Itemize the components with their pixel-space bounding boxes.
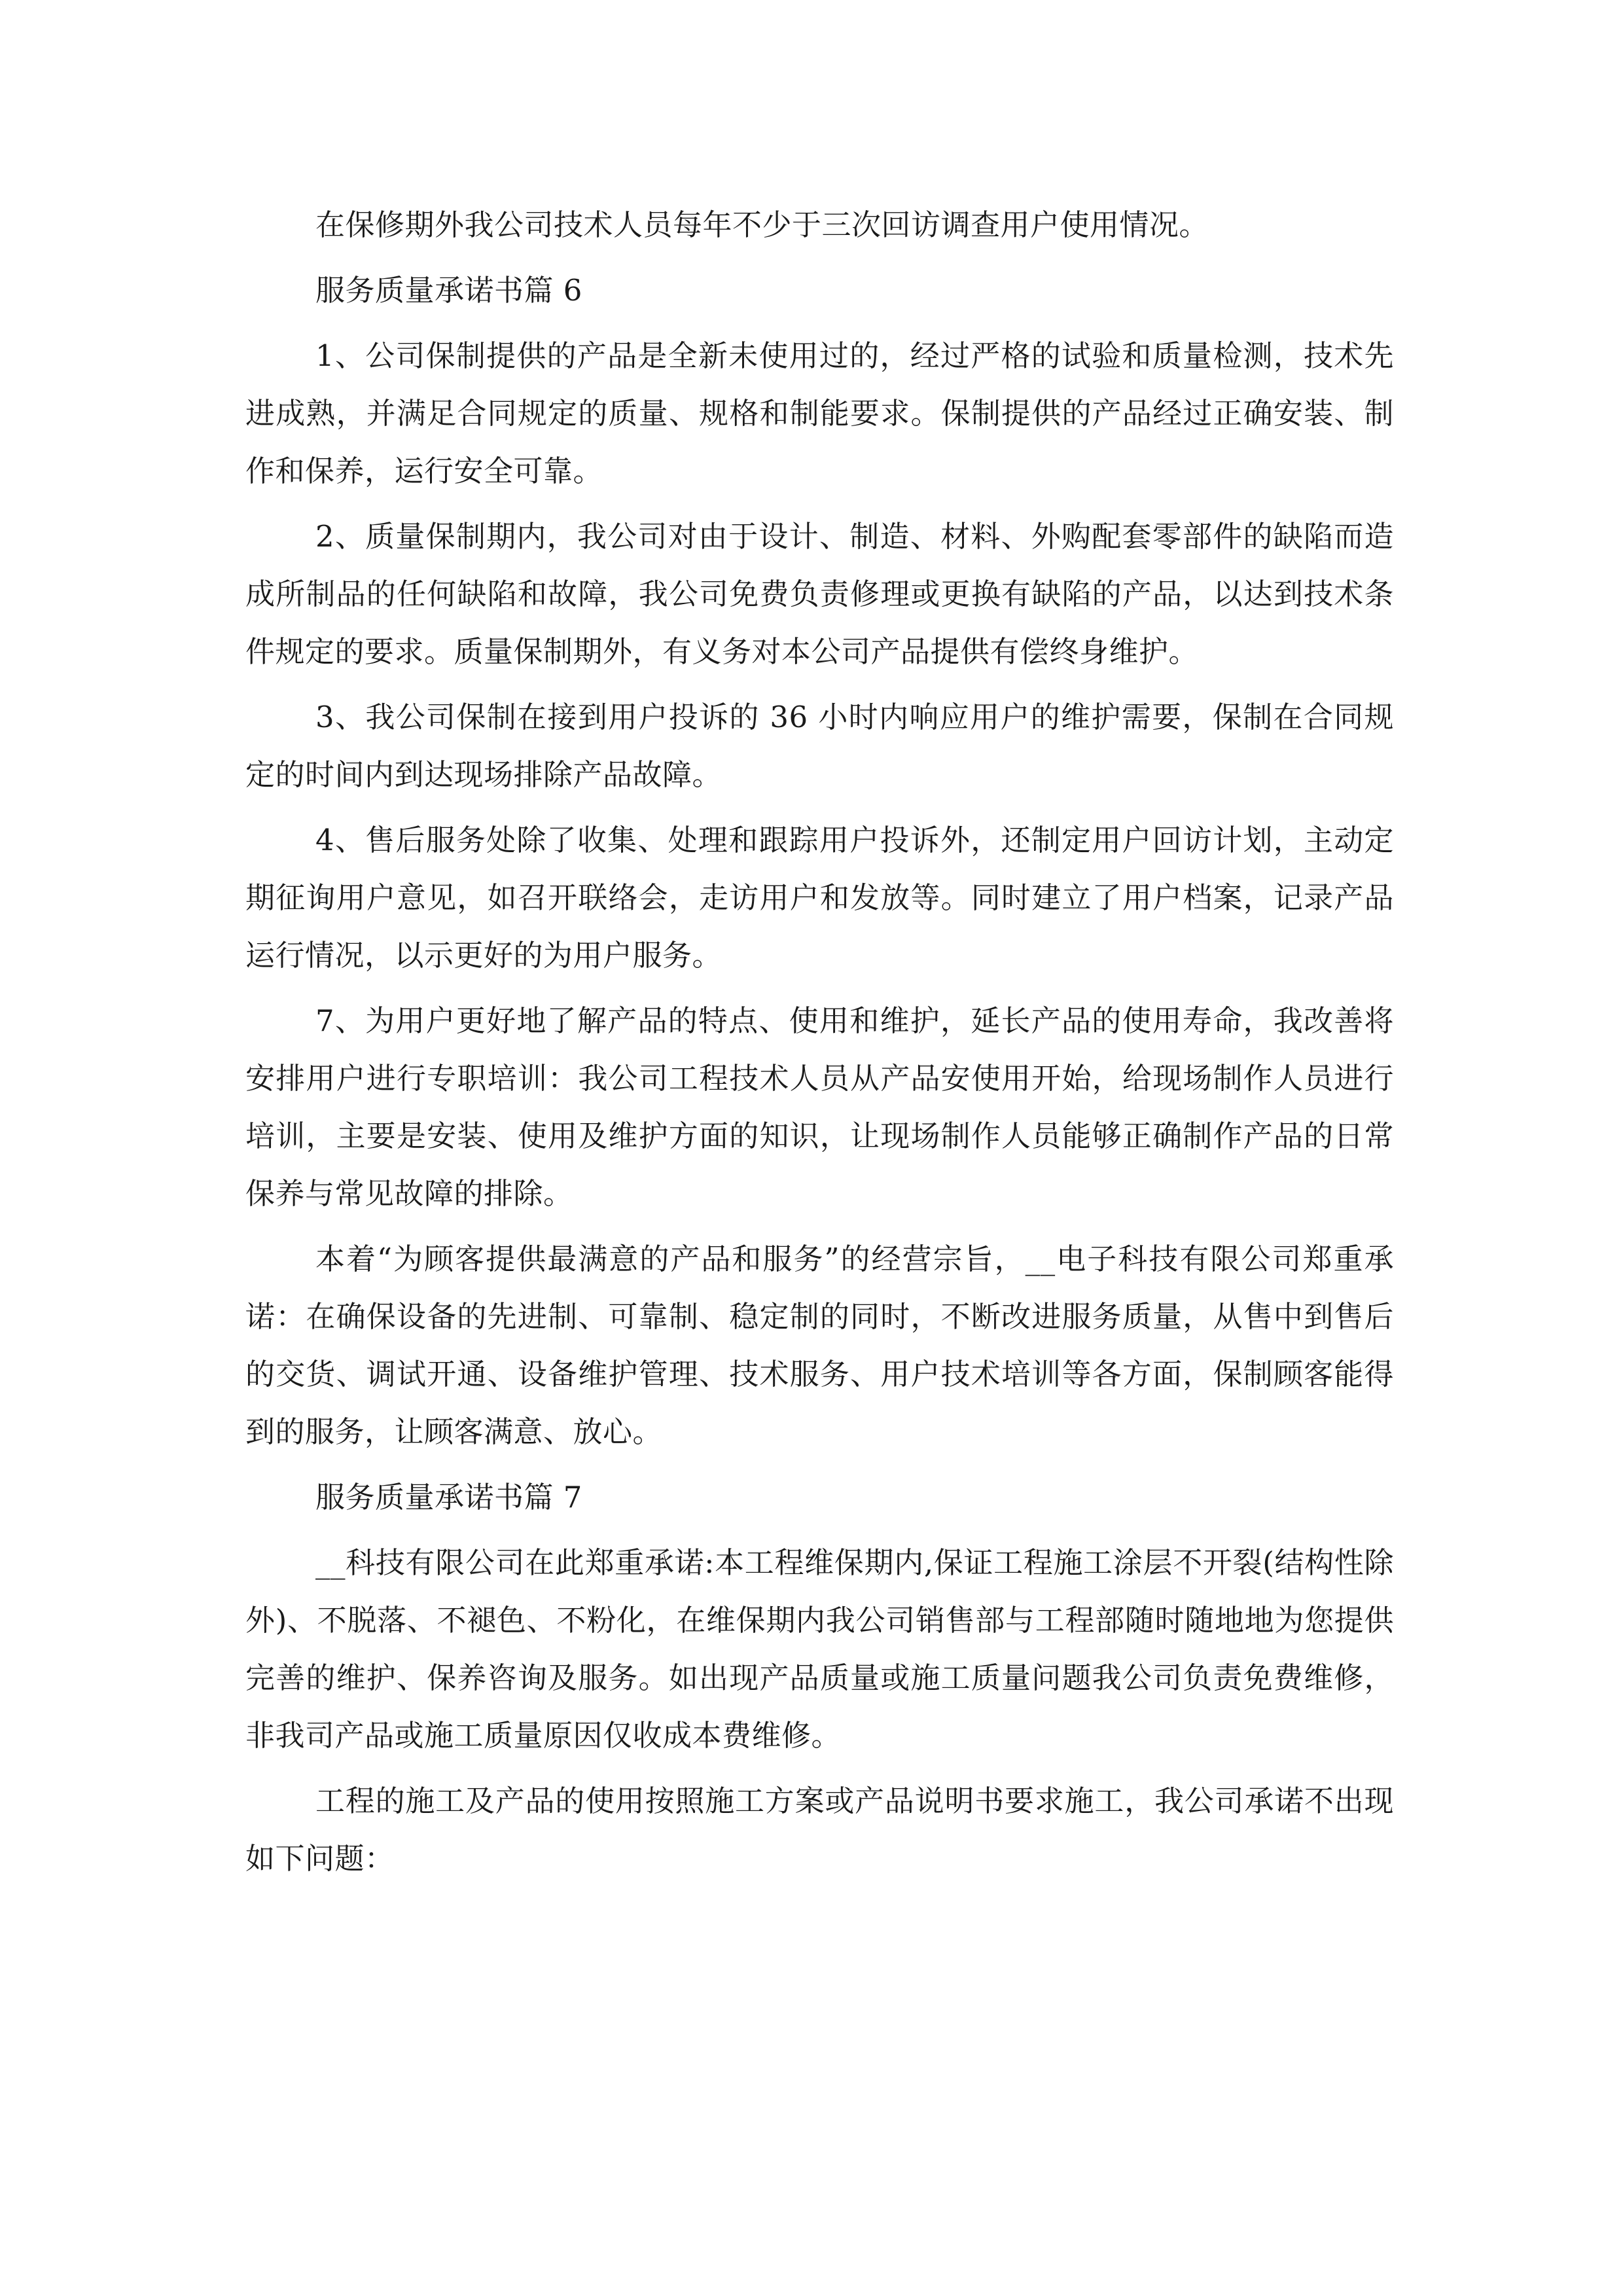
- paragraph-maintenance-pledge: __科技有限公司在此郑重承诺:本工程维保期内,保证工程施工涂层不开裂(结构性除外)、不脱落、不褪色、不粉化，在维保期内我公司销售部与工程部随时随地地为您提供完善的维护、保养咨询及服务。如出现产品质量或施工质量问题我公司负责免费维修，非我司产品或施工质量原因仅收成本费维修。: [245, 1545, 1394, 1753]
- section-heading-7: 服务质量承诺书篇 7: [315, 1480, 582, 1515]
- section-heading-6: 服务质量承诺书篇 6: [315, 273, 582, 308]
- paragraph-warranty-followup: 在保修期外我公司技术人员每年不少于三次回访调查用户使用情况。: [315, 207, 1209, 242]
- paragraph-item-3: 3、我公司保制在接到用户投诉的 36 小时内响应用户的维护需要，保制在合同规定的时间内到达现场排除产品故障。: [245, 700, 1394, 792]
- paragraph-item-1: 1、公司保制提供的产品是全新未使用过的，经过严格的试验和质量检测，技术先进成熟，并满足合同规定的质量、规格和制能要求。保制提供的产品经过正确安装、制作和保养，运行安全可靠。: [245, 338, 1394, 488]
- paragraph-item-4: 4、售后服务处除了收集、处理和跟踪用户投诉外，还制定用户回访计划，主动定期征询用户意见，如召开联络会，走访用户和发放等。同时建立了用户档案，记录产品运行情况，以示更好的为用户服务。: [245, 823, 1394, 973]
- paragraph-construction-pledge: 工程的施工及产品的使用按照施工方案或产品说明书要求施工，我公司承诺不出现如下问题：: [245, 1784, 1394, 1876]
- paragraph-commitment: 本着“为顾客提供最满意的产品和服务”的经营宗旨，__电子科技有限公司郑重承诺：在确保设备的先进制、可靠制、稳定制的同时，不断改进服务质量，从售中到售后的交货、调试开通、设备维护管理、技术服务、用户技术培训等各方面，保制顾客能得到的服务，让顾客满意、放心。: [245, 1242, 1394, 1449]
- paragraph-item-7: 7、为用户更好地了解产品的特点、使用和维护，延长产品的使用寿命，我改善将安排用户进行专职培训：我公司工程技术人员从产品安使用开始，给现场制作人员进行培训，主要是安装、使用及维护方面的知识，让现场制作人员能够正确制作产品的日常保养与常见故障的排除。: [245, 1003, 1394, 1211]
- paragraph-item-2: 2、质量保制期内，我公司对由于设计、制造、材料、外购配套零部件的缺陷而造成所制品的任何缺陷和故障，我公司免费负责修理或更换有缺陷的产品，以达到技术条件规定的要求。质量保制期外，有义务对本公司产品提供有偿终身维护。: [245, 519, 1394, 669]
- document-body: [245, 196, 1394, 1895]
